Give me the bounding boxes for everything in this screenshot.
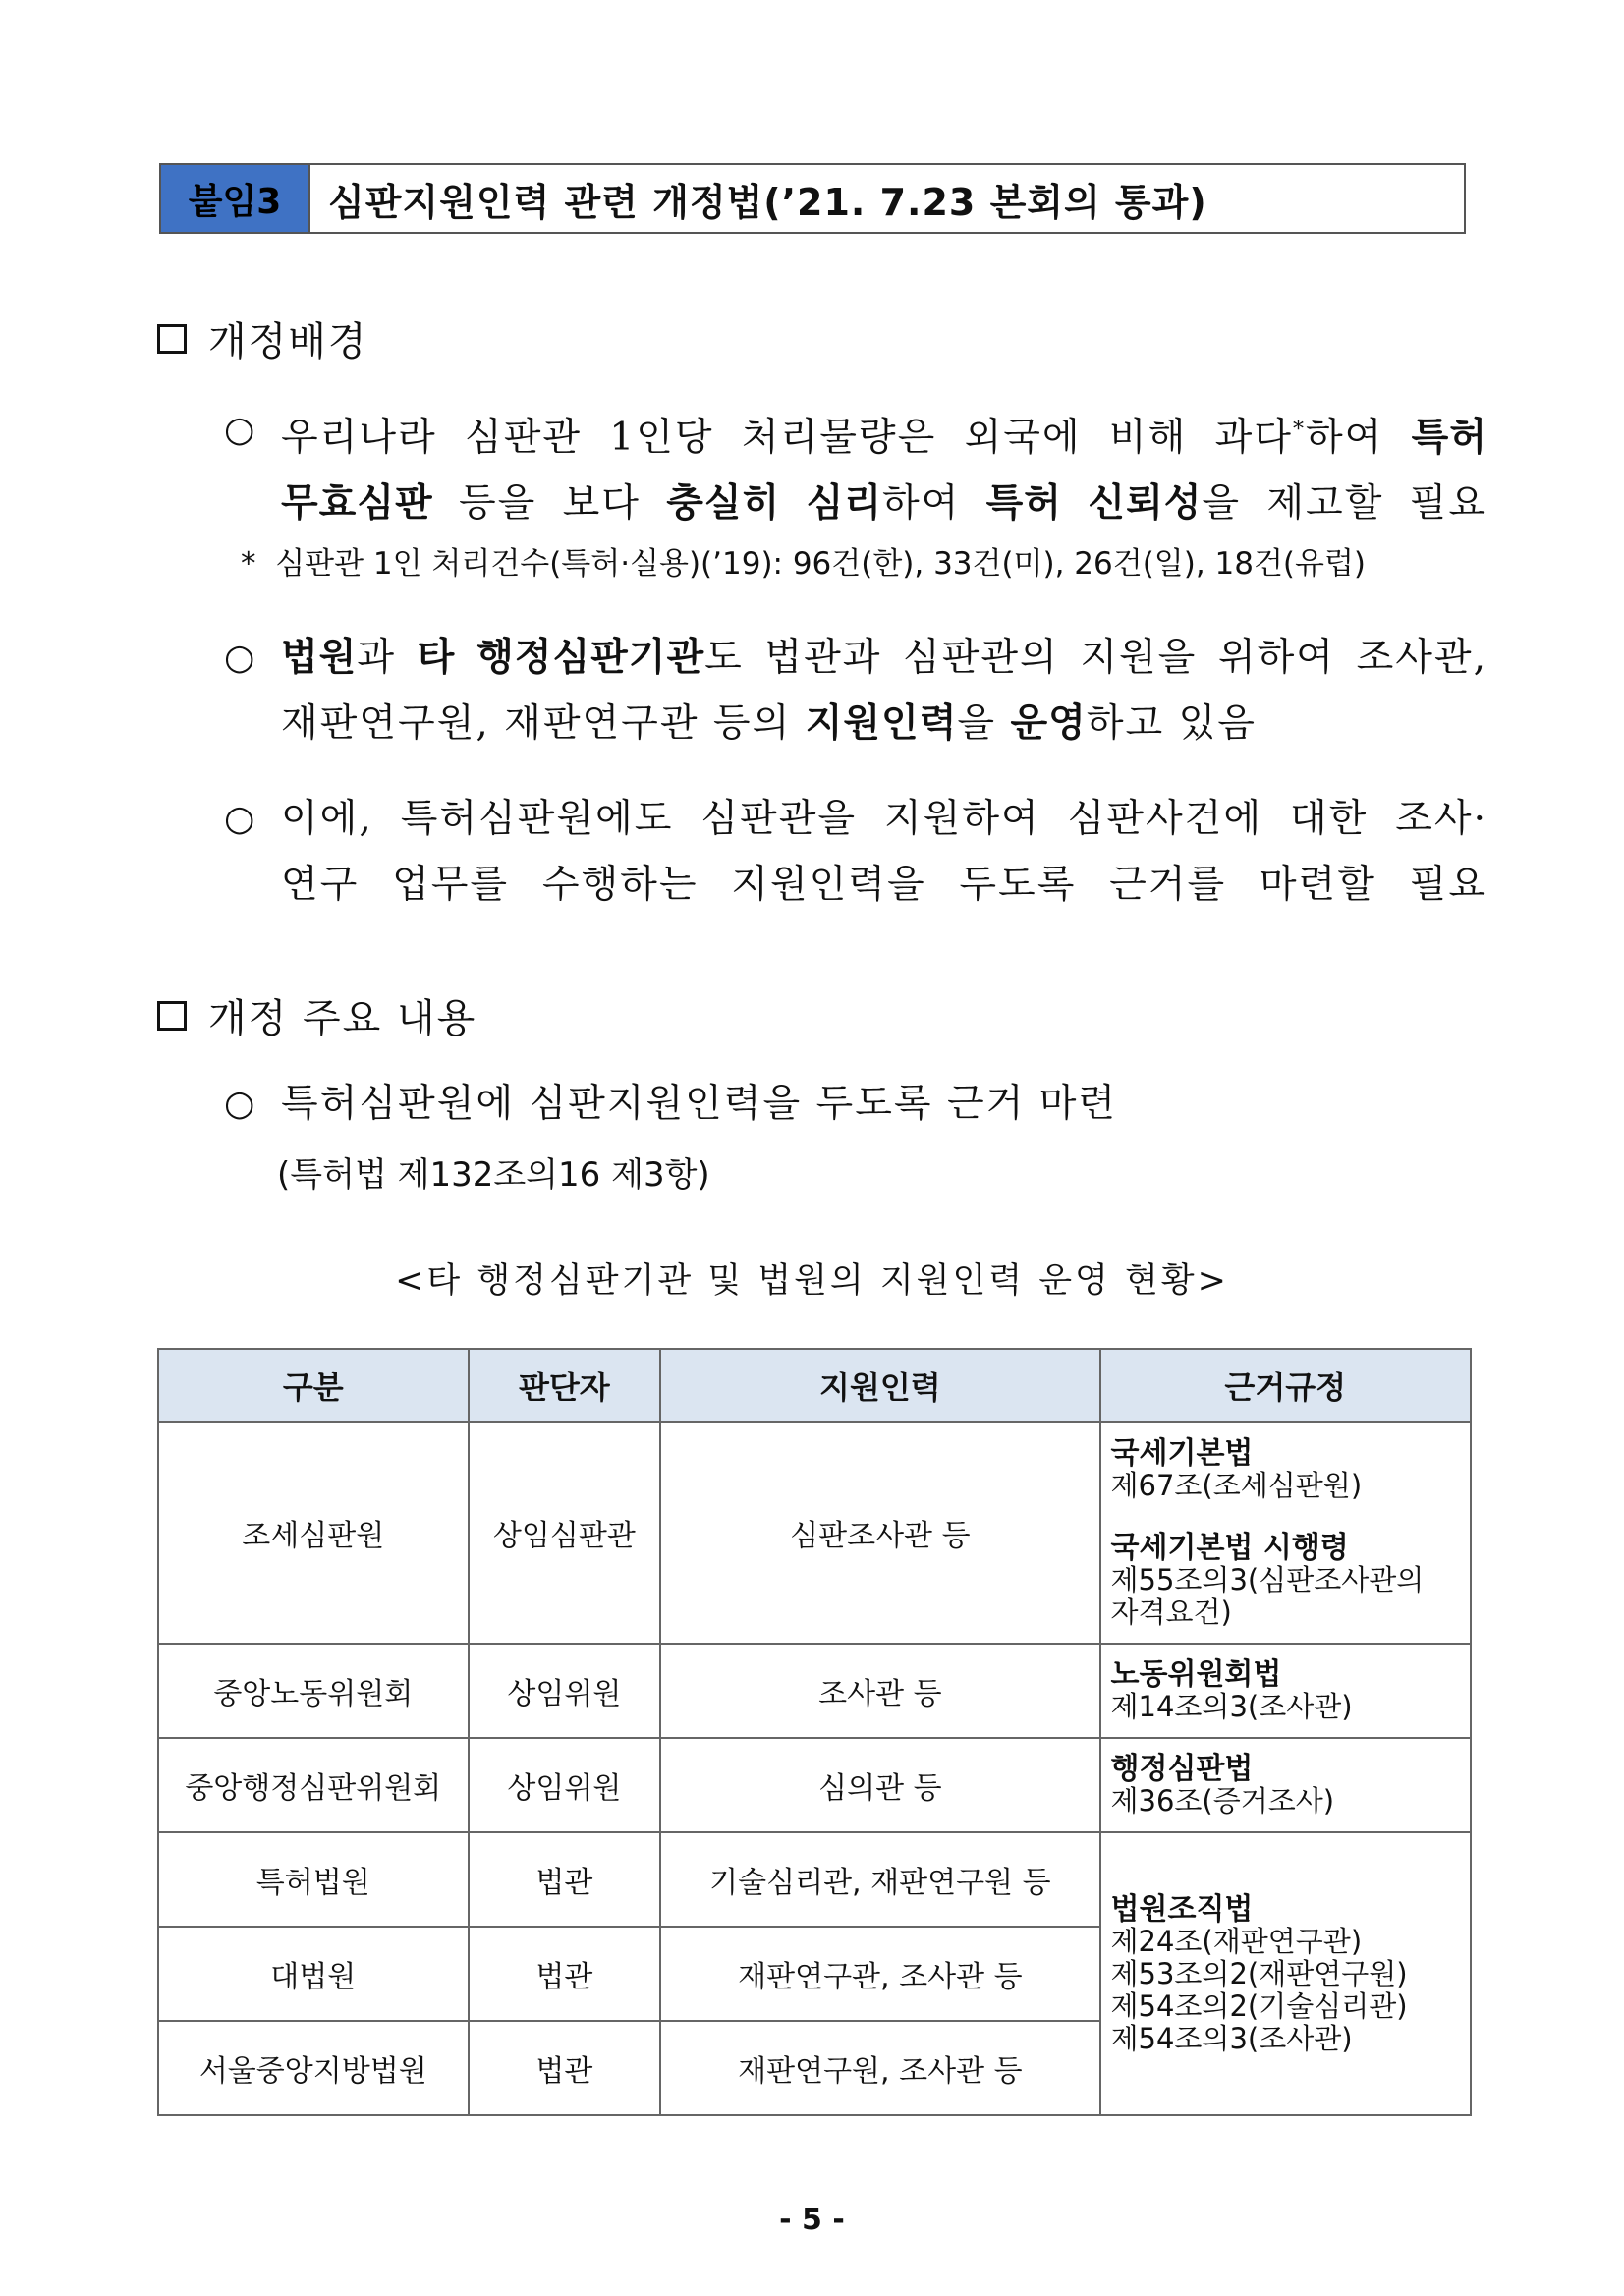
court-law-cell (1100, 1832, 1472, 2115)
table-row (158, 1832, 1471, 1927)
staff-cell: 심의관 등 (660, 1738, 1099, 1832)
law-title: 국세기본법 (1110, 1435, 1254, 1471)
law-cell (1100, 1644, 1472, 1738)
section-heading-background (157, 310, 368, 366)
section-heading-contents (157, 987, 476, 1043)
table-row (158, 1422, 1471, 1644)
law-title: 노동위원회법 (1110, 1657, 1282, 1692)
circle-bullet-icon: ○ (224, 410, 257, 450)
footnote-text: 심판관 1인 처리건수(특허·실용)(’19): 96건(한), 33건(미), 26건(일), 18건(유럽) (275, 546, 1367, 582)
staff-cell: 재판연구원, 조사관 등 (660, 2021, 1099, 2115)
bullet-need-basis (220, 786, 1487, 918)
org-cell: 서울중앙지방법원 (158, 2021, 469, 2115)
law-title: 행정심판법 (1110, 1752, 1254, 1786)
circle-bullet-icon: ○ (224, 799, 257, 839)
checkbox-square-icon (157, 324, 187, 354)
bullet-main-content (220, 1071, 1487, 1137)
checkbox-square-icon (157, 1001, 187, 1031)
judge-cell: 상임심판관 (469, 1422, 661, 1644)
bullet-line: 무효심판 등을 보다 충실히 심리하여 특허 신뢰성을 제고할 필요 (281, 481, 1487, 526)
circle-bullet-icon: ○ (224, 638, 257, 678)
law-reference: (특허법 제132조의16 제3항) (277, 1155, 710, 1195)
law-article: 제55조의3(심판조사관의 자격요건) (1110, 1562, 1425, 1629)
bullet-line: 재판연구원, 재판연구관 등의 지원인력을 운영하고 있음 (281, 701, 1257, 746)
attachment-title-box (159, 163, 1466, 234)
column-header: 근거규정 (1100, 1349, 1472, 1422)
column-header: 구분 (158, 1349, 469, 1422)
law-title: 법원조직법 (1110, 1891, 1254, 1927)
section-heading-text: 개정 주요 내용 (208, 996, 477, 1041)
bullet-line: 법원과 타 행정심판기관도 법관과 심판관의 지원을 위하여 조사관, (281, 636, 1487, 680)
attachment-tag: 붙임3 (161, 165, 310, 232)
org-cell: 중앙노동위원회 (158, 1644, 469, 1738)
org-cell: 중앙행정심판위원회 (158, 1738, 469, 1832)
table-header-row (158, 1349, 1471, 1422)
table-caption: <타 행정심판기관 및 법원의 지원인력 운영 현황> (395, 1261, 1229, 1301)
judge-cell: 법관 (469, 2021, 661, 2115)
judge-cell: 상임위원 (469, 1644, 661, 1738)
bullet-line: 연구 업무를 수행하는 지원인력을 두도록 근거를 마련할 필요 (281, 863, 1487, 907)
column-header: 지원인력 (660, 1349, 1099, 1422)
staff-cell: 조사관 등 (660, 1644, 1099, 1738)
bullet-line: 우리나라 심판관 1인당 처리물량은 외국에 비해 과다*하여 특허 (281, 416, 1487, 460)
section-heading-text: 개정배경 (208, 319, 368, 364)
bullet-line: 특허심판원에 심판지원인력을 두도록 근거 마련 (281, 1082, 1118, 1126)
footnote (241, 538, 1366, 583)
law-title: 국세기본법 시행령 (1110, 1530, 1349, 1565)
column-header: 판단자 (469, 1349, 661, 1422)
judge-cell: 법관 (469, 1927, 661, 2021)
support-staff-table (157, 1348, 1472, 2116)
attachment-title: 심판지원인력 관련 개정법(’21. 7.23 본회의 통과) (328, 180, 1207, 224)
law-article: 제14조의3(조사관) (1110, 1690, 1353, 1723)
circle-bullet-icon: ○ (224, 1084, 257, 1124)
footnote-mark: * (241, 546, 256, 582)
table-row (158, 1738, 1471, 1832)
page-number: - 5 - (779, 2203, 845, 2237)
law-article: 제54조의3(조사관) (1110, 2021, 1353, 2055)
law-article: 제36조(증거조사) (1110, 1784, 1335, 1818)
law-cell (1100, 1738, 1472, 1832)
bullet-line: 이에, 특허심판원에도 심판관을 지원하여 심판사건에 대한 조사· (281, 797, 1487, 841)
staff-cell: 기술심리관, 재판연구원 등 (660, 1832, 1099, 1927)
bullet-workload (220, 397, 1487, 536)
judge-cell: 법관 (469, 1832, 661, 1927)
judge-cell: 상임위원 (469, 1738, 661, 1832)
org-cell: 조세심판원 (158, 1422, 469, 1644)
org-cell: 대법원 (158, 1927, 469, 2021)
law-article: 제24조(재판연구관) (1110, 1924, 1363, 1958)
law-article: 제67조(조세심판원) (1110, 1468, 1363, 1502)
table-row (158, 1644, 1471, 1738)
staff-cell: 심판조사관 등 (660, 1422, 1099, 1644)
law-article: 제54조의2(기술심리관) (1110, 1988, 1408, 2023)
staff-cell: 재판연구관, 조사관 등 (660, 1927, 1099, 2021)
bullet-other-agencies (220, 625, 1487, 756)
org-cell: 특허법원 (158, 1832, 469, 1927)
law-article: 제53조의2(재판연구원) (1110, 1956, 1408, 1990)
law-cell (1100, 1422, 1472, 1644)
